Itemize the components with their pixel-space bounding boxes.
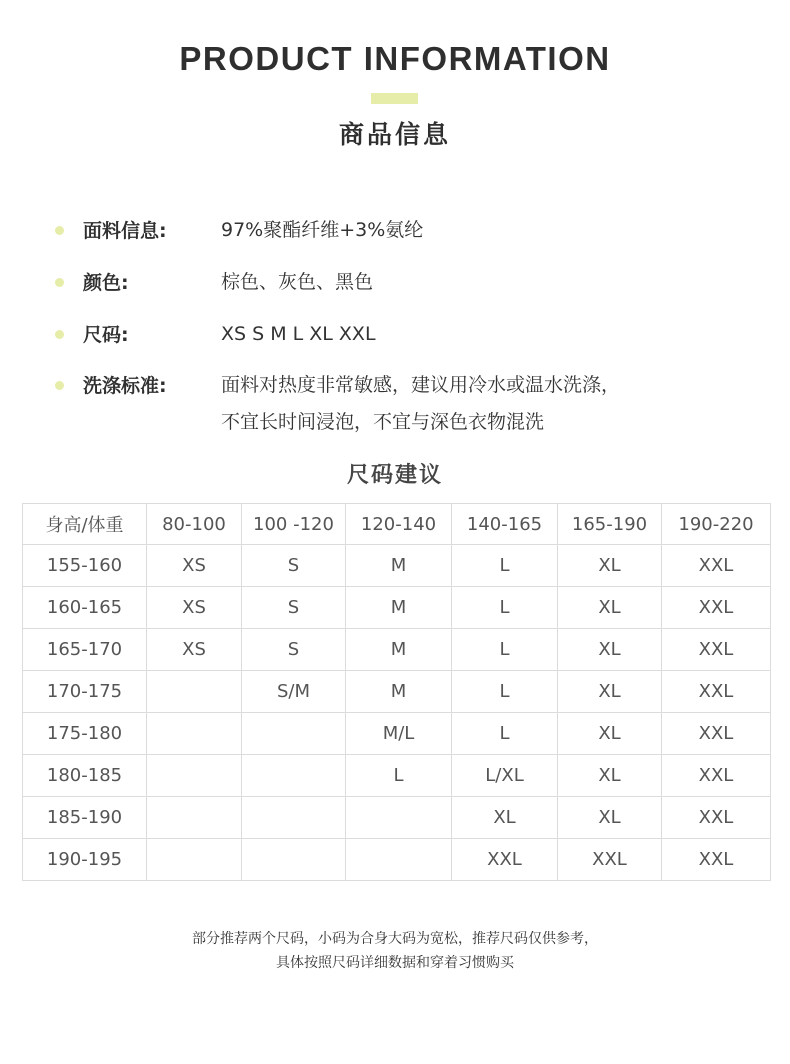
- size-chart-title: 尺码建议: [346, 463, 443, 488]
- table-row: [23, 545, 771, 587]
- height-range-cell: 180-185: [23, 755, 147, 797]
- size-cell: L: [452, 587, 558, 629]
- size-cell: [346, 839, 452, 881]
- size-cell: XL: [558, 671, 662, 713]
- size-cell: S: [242, 545, 346, 587]
- size-cell: XL: [558, 629, 662, 671]
- bullet-dot-icon: [55, 381, 64, 390]
- size-cell: L: [346, 755, 452, 797]
- info-label: 颜色:: [83, 272, 129, 294]
- size-cell: XXL: [662, 587, 771, 629]
- info-value: 97%聚酯纤维+3%氨纶: [221, 219, 424, 241]
- size-cell: [147, 839, 242, 881]
- size-chart-header-cell: 165-190: [558, 504, 662, 545]
- height-range-cell: 155-160: [23, 545, 147, 587]
- size-cell: L/XL: [452, 755, 558, 797]
- size-cell: L: [452, 629, 558, 671]
- height-range-cell: 170-175: [23, 671, 147, 713]
- size-cell: XS: [147, 545, 242, 587]
- size-note-line-1: 部分推荐两个尺码，小码为合身大码为宽松，推荐尺码仅供参考，: [192, 931, 598, 947]
- size-cell: [242, 755, 346, 797]
- page-title-en: PRODUCT INFORMATION: [179, 40, 611, 77]
- info-label: 面料信息:: [83, 220, 167, 242]
- size-cell: M/L: [346, 713, 452, 755]
- size-cell: XXL: [662, 629, 771, 671]
- size-cell: S/M: [242, 671, 346, 713]
- size-cell: [147, 671, 242, 713]
- height-range-cell: 175-180: [23, 713, 147, 755]
- height-range-cell: 165-170: [23, 629, 147, 671]
- size-cell: M: [346, 545, 452, 587]
- bullet-dot-icon: [55, 278, 64, 287]
- size-cell: XS: [147, 587, 242, 629]
- size-note-line-2: 具体按照尺码详细数据和穿着习惯购买: [276, 955, 514, 971]
- page-title-cn: 商品信息: [338, 120, 451, 149]
- size-chart-header-row: [23, 504, 771, 545]
- table-row: [23, 587, 771, 629]
- bullet-dot-icon: [55, 226, 64, 235]
- size-cell: XL: [558, 545, 662, 587]
- size-cell: L: [452, 713, 558, 755]
- size-cell: [147, 713, 242, 755]
- height-range-cell: 160-165: [23, 587, 147, 629]
- size-cell: XXL: [558, 839, 662, 881]
- info-label: 洗涤标准:: [83, 375, 167, 397]
- size-cell: S: [242, 587, 346, 629]
- size-cell: [147, 755, 242, 797]
- size-cell: XXL: [662, 755, 771, 797]
- size-chart-header-cell: 120-140: [346, 504, 452, 545]
- size-cell: S: [242, 629, 346, 671]
- title-accent-bar: [371, 93, 418, 104]
- size-cell: M: [346, 587, 452, 629]
- size-cell: XXL: [662, 545, 771, 587]
- size-cell: XS: [147, 629, 242, 671]
- size-chart-header-cell: 140-165: [452, 504, 558, 545]
- size-cell: XL: [558, 755, 662, 797]
- size-cell: XXL: [662, 797, 771, 839]
- size-cell: XL: [558, 713, 662, 755]
- info-value: XS S M L XL XXL: [221, 323, 376, 345]
- size-cell: M: [346, 629, 452, 671]
- size-cell: XXL: [662, 839, 771, 881]
- size-cell: [147, 797, 242, 839]
- table-row: [23, 713, 771, 755]
- table-row: [23, 839, 771, 881]
- size-cell: XXL: [662, 671, 771, 713]
- info-value: 不宜长时间浸泡，不宜与深色衣物混洗: [221, 411, 545, 433]
- bullet-dot-icon: [55, 330, 64, 339]
- info-label: 尺码:: [83, 324, 129, 346]
- size-cell: XL: [558, 797, 662, 839]
- size-cell: [242, 713, 346, 755]
- table-row: [23, 629, 771, 671]
- table-row: [23, 755, 771, 797]
- size-cell: L: [452, 545, 558, 587]
- size-cell: M: [346, 671, 452, 713]
- size-cell: L: [452, 671, 558, 713]
- size-cell: XL: [558, 587, 662, 629]
- table-row: [23, 671, 771, 713]
- height-range-cell: 185-190: [23, 797, 147, 839]
- size-chart-header-cell: 身高/体重: [23, 504, 147, 545]
- size-chart-header-cell: 190-220: [662, 504, 771, 545]
- size-cell: [346, 797, 452, 839]
- size-cell: XXL: [662, 713, 771, 755]
- size-note: [0, 927, 790, 975]
- size-cell: [242, 797, 346, 839]
- info-value: 棕色、灰色、黑色: [221, 271, 374, 293]
- size-cell: XXL: [452, 839, 558, 881]
- size-cell: [242, 839, 346, 881]
- size-cell: XL: [452, 797, 558, 839]
- info-value: 面料对热度非常敏感，建议用冷水或温水洗涤，: [221, 374, 621, 396]
- height-range-cell: 190-195: [23, 839, 147, 881]
- table-row: [23, 797, 771, 839]
- size-chart-header-cell: 80-100: [147, 504, 242, 545]
- size-chart-table: [22, 503, 771, 881]
- size-chart-header-cell: 100 -120: [242, 504, 346, 545]
